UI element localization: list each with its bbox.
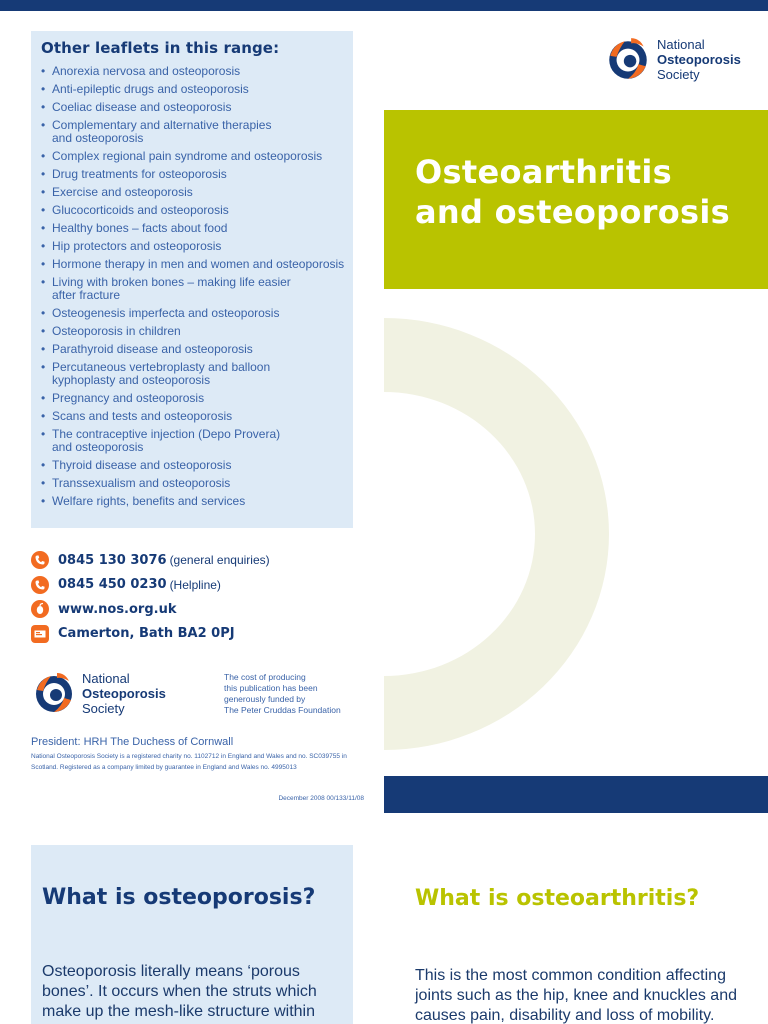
leaflet-list <box>41 65 353 508</box>
general-phone[interactable]: 0845 130 3076 <box>58 552 167 568</box>
osteoarthritis-heading: What is osteoarthritis? <box>415 886 700 911</box>
phone-icon <box>31 551 49 569</box>
leaflet-item: • Thyroid disease and osteoporosis <box>41 459 353 472</box>
nos-logo-text <box>657 37 741 82</box>
address-row <box>31 622 361 647</box>
general-phone-note: (general enquiries) <box>169 553 270 568</box>
helpline-note: (Helpline) <box>169 577 221 592</box>
leaflet-item: • Transsexualism and osteoporosis <box>41 477 353 490</box>
logo-line-2: Osteoporosis <box>82 685 166 701</box>
osteoporosis-heading: What is osteoporosis? <box>42 885 316 910</box>
leaflet-item: • Welfare rights, benefits and services <box>41 495 353 508</box>
osteoporosis-body: Osteoporosis literally means ‘porous bones’. It occurs when the struts which make up the mesh-like structure within <box>42 963 317 1020</box>
website-row <box>31 597 361 622</box>
leaflet-item: • The contraceptive injection (Depo Provera) and osteoporosis <box>41 428 353 454</box>
nos-logo-icon <box>31 669 77 717</box>
leaflet-item: • Osteogenesis imperfecta and osteoporosis <box>41 307 353 320</box>
helpline-phone[interactable]: 0845 450 0230 <box>58 577 167 593</box>
top-band <box>0 0 768 11</box>
president-line: President: HRH The Duchess of Cornwall <box>31 736 234 748</box>
cover-title-line-1: Osteoarthritis <box>415 153 672 191</box>
nos-logo-right <box>604 34 741 84</box>
contact-details <box>31 548 361 646</box>
charity-info: National Osteoporosis Society is a registered charity no. 1102712 in England and Wales and no. SC039755 in Scotland. Registered as a company limited by guarantee in England and Wales no. 4995013 <box>31 753 347 771</box>
leaflet-item: • Complementary and alternative therapies and osteoporosis <box>41 119 353 145</box>
leaflet-item: • Scans and tests and osteoporosis <box>41 410 353 423</box>
leaflet-item: • Anorexia nervosa and osteoporosis <box>41 65 353 78</box>
leaflet-item: • Parathyroid disease and osteoporosis <box>41 343 353 356</box>
osteoarthritis-body: This is the most common condition affecting joints such as the hip, knee and knuckles and causes pain, disability and loss of mobility. <box>415 967 737 1024</box>
leaflet-item: • Osteoporosis in children <box>41 325 353 338</box>
funding-note: The cost of producing this publication has been generously funded by The Peter Cruddas Foundation <box>224 672 341 715</box>
leaflet-item: • Living with broken bones – making life easier after fracture <box>41 276 353 302</box>
logo-line-1: National <box>657 36 705 52</box>
logo-line-2: Osteoporosis <box>657 51 741 67</box>
website-link[interactable]: www.nos.org.uk <box>58 601 177 617</box>
leaflet-item: • Exercise and osteoporosis <box>41 186 353 199</box>
general-enquiries-row <box>31 548 361 573</box>
envelope-icon <box>31 625 49 643</box>
cover-bottom-band <box>384 776 768 813</box>
leaflet-item: • Glucocorticoids and osteoporosis <box>41 204 353 217</box>
nos-logo-left <box>31 669 166 717</box>
leaflet-item: • Anti-epileptic drugs and osteoporosis <box>41 83 353 96</box>
leaflet-item: • Percutaneous vertebroplasty and balloon kyphoplasty and osteoporosis <box>41 361 353 387</box>
other-leaflets-panel <box>31 31 353 528</box>
leaflet-item: • Hormone therapy in men and women and osteoporosis <box>41 258 353 271</box>
osteoporosis-section <box>31 845 353 1024</box>
postal-address: Camerton, Bath BA2 0PJ <box>58 626 235 642</box>
leaflet-item: • Complex regional pain syndrome and osteoporosis <box>41 150 353 163</box>
leaflet-item: • Pregnancy and osteoporosis <box>41 392 353 405</box>
leaflet-item: • Healthy bones – facts about food <box>41 222 353 235</box>
logo-line-1: National <box>82 670 130 686</box>
logo-line-3: Society <box>82 700 125 716</box>
helpline-row <box>31 573 361 598</box>
date-reference: December 2008 00/133/11/08 <box>278 795 364 802</box>
nos-logo-icon <box>604 34 652 84</box>
nos-logo-text <box>82 671 166 716</box>
logo-line-3: Society <box>657 66 700 82</box>
cover-title-panel <box>384 110 768 289</box>
leaflet-item: • Hip protectors and osteoporosis <box>41 240 353 253</box>
mouse-icon <box>31 600 49 618</box>
other-leaflets-title: Other leaflets in this range: <box>41 39 280 57</box>
leaflet-item: • Drug treatments for osteoporosis <box>41 168 353 181</box>
decorative-arc <box>384 318 610 750</box>
cover-title-line-2: and osteoporosis <box>415 193 730 231</box>
phone-icon <box>31 576 49 594</box>
leaflet-item: • Coeliac disease and osteoporosis <box>41 101 353 114</box>
